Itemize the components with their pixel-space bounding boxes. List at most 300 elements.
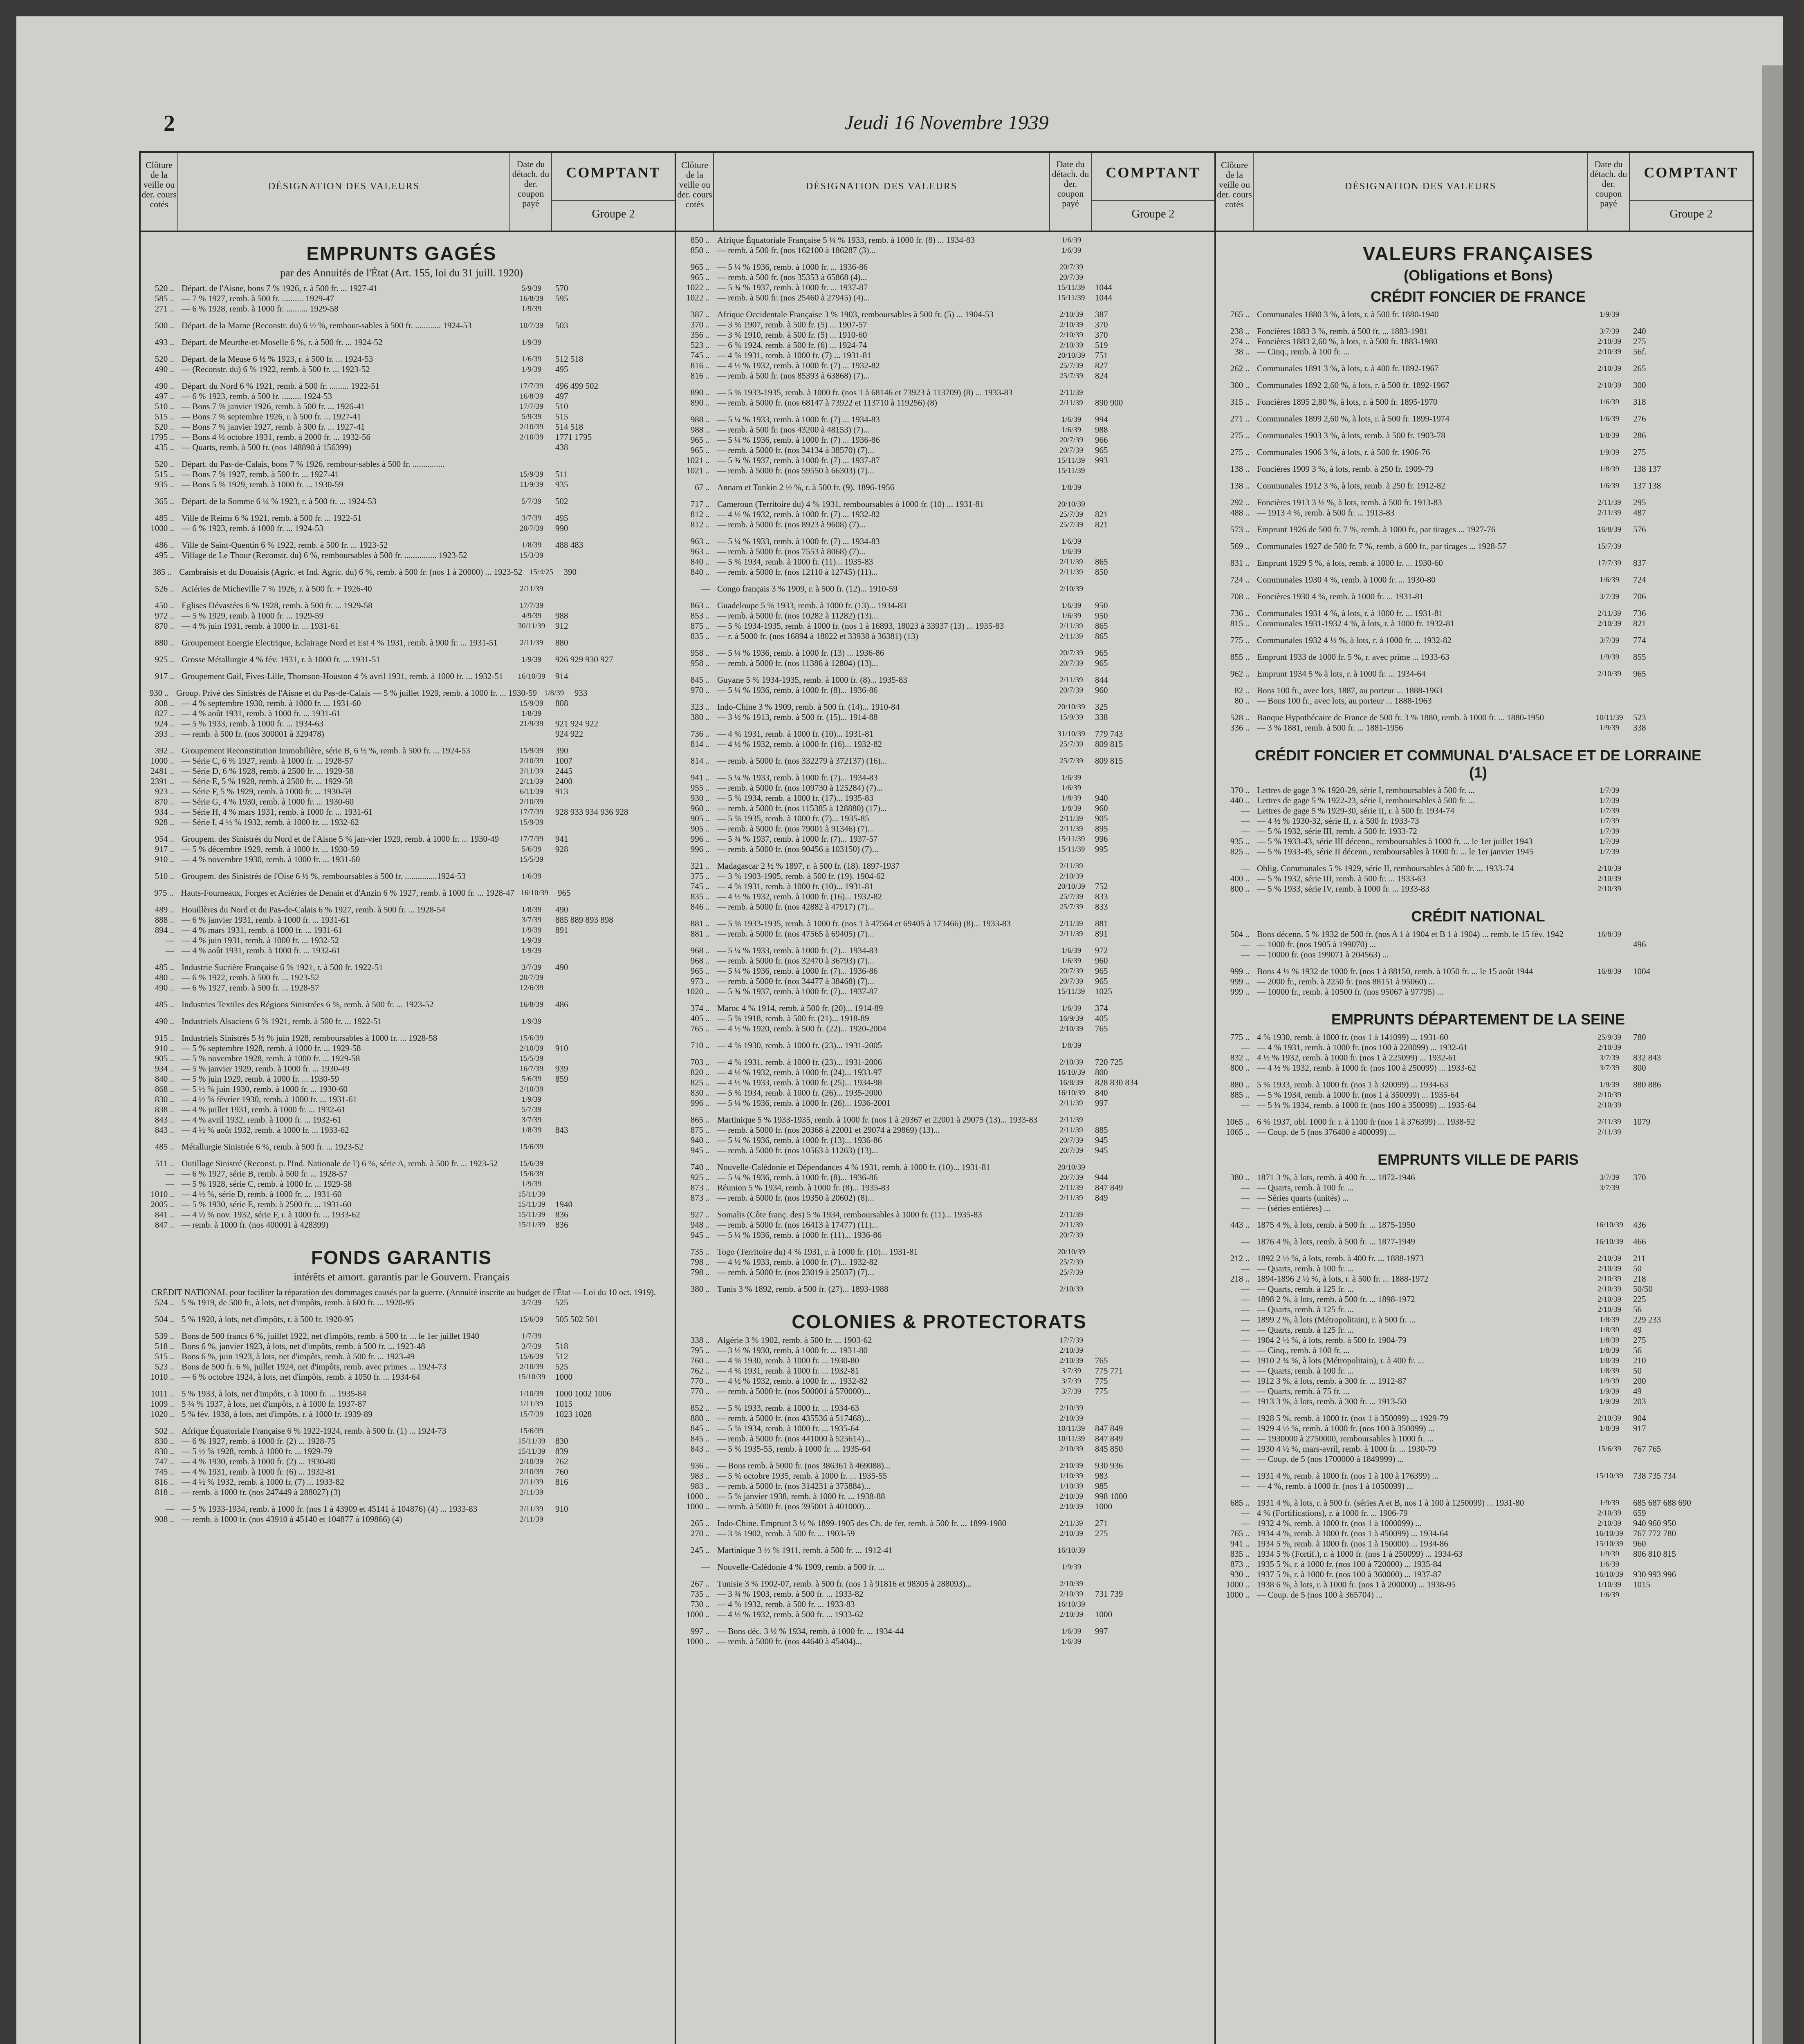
coupon-date: 3/7/39 xyxy=(1061,1377,1082,1385)
cloture-value: 504 .. xyxy=(155,1314,174,1324)
designation-text: 4 % 1930, remb. à 1000 fr. (nos 1 à 141099) ... 1931-60 xyxy=(1257,1032,1448,1042)
designation-text: Ville de Reims 6 % 1921, remb. à 500 fr. ... 1922-51 xyxy=(182,513,362,523)
designation-text: — 5 ¼ % 1936, remb. à 1000 fr. (26)... 1936-2001 xyxy=(717,1098,891,1108)
comptant-prices xyxy=(1092,1230,1214,1240)
table-row xyxy=(676,739,1214,749)
cloture-value: 489 .. xyxy=(155,905,174,914)
coupon-date: 16/8/39 xyxy=(1597,525,1622,534)
table-row xyxy=(676,1366,1214,1376)
designation-text: — Cinq., remb. à 100 fr. ... xyxy=(1257,1345,1350,1355)
designation-text: Hauts-Fourneaux, Forges et Aciéries de Denain et d'Anzin 6 % 1927, remb. à 1000 fr. ... 1928-47 xyxy=(181,888,515,898)
designation-text: — 5 % octobre 1935, remb. à 1000 fr. ... 1935-55 xyxy=(717,1471,887,1481)
coupon-date: 20/7/39 xyxy=(1059,436,1084,444)
coupon-date: 2/11/39 xyxy=(1059,1210,1083,1219)
table-row xyxy=(1216,380,1752,390)
designation-text: 1931 4 %, remb. à 1000 fr. (nos 1 à 100 à 176399) ... xyxy=(1257,1471,1438,1481)
cloture-value: 960 .. xyxy=(690,803,710,813)
cloture-value: 238 .. xyxy=(1230,326,1250,336)
column-header xyxy=(1216,153,1752,232)
comptant-prices: 767 772 780 xyxy=(1633,1529,1676,1538)
cloture-value: 1021 .. xyxy=(686,455,710,465)
comptant-prices xyxy=(1092,1335,1214,1345)
cloture-value: 745 .. xyxy=(690,881,710,891)
cloture-value: 820 .. xyxy=(690,1067,710,1077)
cloture-value: 735 .. xyxy=(690,1247,710,1257)
cloture-value: 1009 .. xyxy=(150,1399,174,1409)
designation-text: — 4 % 1931, remb. à 1000 fr. ... 1932-81 xyxy=(717,1366,859,1376)
coupon-date: 1/9/39 xyxy=(1061,1563,1082,1571)
table-row xyxy=(676,1345,1214,1356)
cloture-value: 569 .. xyxy=(1230,541,1250,551)
comptant-prices: 904 xyxy=(1633,1413,1646,1423)
designation-text: Départ. du Nord 6 % 1921, remb. à 500 fr. ......... 1922-51 xyxy=(182,381,380,391)
designation-text: 5 % 1933, remb. à 1000 fr. (nos 1 à 320099) ... 1934-63 xyxy=(1257,1080,1448,1089)
cloture-value: 835 .. xyxy=(1230,1549,1250,1559)
coupon-date: 15/11/39 xyxy=(518,1210,545,1219)
comptant-prices: 1079 xyxy=(1633,1117,1650,1127)
coupon-date: 15/11/39 xyxy=(1057,835,1085,843)
table-row xyxy=(676,1529,1214,1539)
table-row xyxy=(676,282,1214,293)
cloture-value: 927 .. xyxy=(690,1210,710,1219)
comptant-prices: 821 xyxy=(1633,619,1646,628)
coupon-date: 20/10/39 xyxy=(1057,703,1085,711)
coupon-date: 1/6/39 xyxy=(1061,957,1082,965)
table-row xyxy=(676,320,1214,330)
comptant-prices xyxy=(1092,1599,1214,1609)
designation-text: Départ. du Pas-de-Calais, bons 7 % 1926, rembour-sables à 500 fr. ............... xyxy=(182,459,445,469)
comptant-prices: 1025 xyxy=(1095,986,1112,996)
coupon-date: 31/10/39 xyxy=(1057,730,1085,738)
coupon-date: 25/7/39 xyxy=(1059,757,1084,765)
coupon-date: 1/9/39 xyxy=(1599,1080,1620,1089)
coupon-date: 1/6/39 xyxy=(1599,398,1620,406)
coupon-date: 10/11/39 xyxy=(1057,1424,1085,1433)
coupon-date: 20/7/39 xyxy=(519,973,544,982)
cloture-value: 846 .. xyxy=(690,902,710,912)
coupon-date: 2/11/39 xyxy=(1059,1099,1083,1107)
table-row xyxy=(676,902,1214,912)
comptant-prices: 972 xyxy=(1095,946,1108,955)
table-row xyxy=(1216,1423,1752,1434)
coupon-date: 1/8/39 xyxy=(1599,1356,1620,1365)
coupon-date: 1/6/39 xyxy=(1061,1637,1082,1646)
coupon-date xyxy=(511,442,552,453)
designation-text: — 4 % 1930, remb. à 1000 fr. ... 1930-80 xyxy=(717,1356,859,1365)
designation-text: — 5 ¼ % 1936, remb. à 1000 fr. (13) ... 1936-86 xyxy=(717,648,884,658)
table-row xyxy=(141,294,675,304)
table-row xyxy=(141,283,675,294)
coupon-date: 15/6/39 xyxy=(519,1034,544,1042)
designation-text: — 4 ½ % août 1932, remb. à 1000 fr. ... 1933-62 xyxy=(182,1125,349,1135)
coupon-date: 1/8/39 xyxy=(1599,431,1620,440)
table-row xyxy=(676,861,1214,871)
table-row xyxy=(676,1335,1214,1345)
designation-text: — Bons 4 ½ octobre 1931, remb. à 2000 fr. ... 1932-56 xyxy=(182,432,370,442)
comptant-prices xyxy=(552,1514,675,1524)
coupon-date: 1/8/39 xyxy=(521,709,542,718)
table-row xyxy=(1216,498,1752,508)
comptant-prices: 840 xyxy=(1095,1088,1108,1098)
cloture-value: 510 .. xyxy=(155,871,174,881)
table-row xyxy=(1216,1376,1752,1386)
table-row xyxy=(1216,1294,1752,1304)
designation-text: — remb. à 5000 fr. (nos 20368 à 22001 et 29074 à 29869) (13)... xyxy=(717,1125,940,1135)
designation-text: — 5 % 1933-1935, remb. à 1000 fr. (nos 1 à 47564 et 69405 à 173466) (8)... 1933-83 xyxy=(717,919,1011,928)
designation-text: 1876 4 %, à lots, remb. à 500 fr. ... 1877-1949 xyxy=(1257,1237,1415,1246)
coupon-date: 25/7/39 xyxy=(1059,361,1084,370)
table-row xyxy=(676,834,1214,844)
comptant-prices: 496 xyxy=(1633,939,1646,949)
comptant-prices: 828 830 834 xyxy=(1095,1078,1138,1087)
cloture-value: 405 .. xyxy=(690,1013,710,1023)
designation-text: — 4 ½ % février 1930, remb. à 1000 fr. ... 1931-61 xyxy=(182,1094,357,1104)
cloture-value: — xyxy=(1241,1444,1250,1454)
cloture-value: 765 .. xyxy=(1230,309,1250,319)
coupon-date: 25/7/39 xyxy=(1059,372,1084,380)
designation-text: 1892 2 ½ %, à lots, remb. à 400 fr. ... 1888-1973 xyxy=(1257,1253,1424,1263)
cloture-value: 970 .. xyxy=(690,685,710,695)
comptant-prices xyxy=(552,1487,675,1497)
cloture-value: — xyxy=(1241,1335,1250,1345)
designation-text: — 3 % 1902, remb. à 500 fr. ... 1903-59 xyxy=(717,1529,855,1538)
comptant-prices xyxy=(1630,1042,1752,1053)
designation-text: — remb. à 500 fr. (nos 43200 à 48153) (7)... xyxy=(717,425,870,435)
cloture-value: 1000 .. xyxy=(150,523,174,533)
table-row xyxy=(676,1403,1214,1413)
comptant-prices: 387 xyxy=(1095,309,1108,319)
table-row xyxy=(1216,1345,1752,1356)
designation-text: Aciéries de Micheville 7 % 1926, r. à 500 fr. + 1926-40 xyxy=(182,584,372,594)
designation-text: Eglises Dévastées 6 % 1928, remb. à 500 fr. ... 1929-58 xyxy=(182,601,372,610)
coupon-date: 16/10/39 xyxy=(1057,1068,1085,1077)
designation-text: — 5 % 1932, série III, remb. à 500 fr. 1933-72 xyxy=(1257,826,1417,836)
designation-text: — 4 % mars 1931, remb. à 1000 fr. ... 1931-61 xyxy=(182,925,343,935)
coupon-date: 1/6/39 xyxy=(1061,601,1082,610)
coupon-date: 16/8/39 xyxy=(1597,967,1622,976)
table-row xyxy=(676,1386,1214,1396)
cloture-value: 265 .. xyxy=(690,1518,710,1528)
designation-text: Bons de 500 fr. 6 %, juillet 1924, net d'impôts, remb. avec primes ... 1924-73 xyxy=(182,1362,447,1372)
coupon-date: 16/8/39 xyxy=(1597,930,1622,939)
table-row xyxy=(1216,635,1752,645)
table-row xyxy=(141,1074,675,1084)
comptant-prices: 56f. xyxy=(1633,347,1647,356)
designation-text: — Quarts, remb. à 100 fr. ... xyxy=(1257,1366,1354,1376)
comptant-prices xyxy=(552,817,675,827)
cloture-value: 873 .. xyxy=(1230,1559,1250,1569)
designation-text: — remb. à 5000 fr. (nos 7553 à 8068) (7)... xyxy=(717,547,866,556)
designation-text: 1910 2 ¾ %, à lots (Métropolitain), r. à 400 fr. ... xyxy=(1257,1356,1424,1365)
comptant-prices: 300 xyxy=(1633,380,1646,390)
table-row xyxy=(141,854,675,865)
coupon-date: 2/10/39 xyxy=(1059,331,1084,339)
cloture-value: 1020 .. xyxy=(686,986,710,996)
comptant-prices: 218 xyxy=(1633,1274,1646,1284)
cloture-value: 485 .. xyxy=(155,1000,174,1009)
table-row xyxy=(1216,1590,1752,1600)
cloture-value: 905 .. xyxy=(155,1053,174,1063)
comptant-prices: 933 xyxy=(574,688,588,698)
table-row xyxy=(676,272,1214,282)
cloture-value: 941 .. xyxy=(690,773,710,782)
cloture-value: 873 .. xyxy=(690,1193,710,1203)
designation-text: 1913 3 %, à lots, remb. à 300 fr. ... 1913-50 xyxy=(1257,1396,1407,1406)
cloture-value: — xyxy=(1241,1284,1250,1294)
designation-text: 6 % 1937, obl. 1000 fr. r. à 1100 fr (nos 1 à 376399) ... 1938-52 xyxy=(1257,1117,1475,1127)
coupon-date: 2/11/39 xyxy=(1059,1221,1083,1229)
coupon-date: 25/7/39 xyxy=(1059,520,1084,529)
designation-text: — remb. à 5000 fr. (nos 79001 à 91346) (7)... xyxy=(717,824,874,834)
table-row xyxy=(141,983,675,993)
designation-text: 1931 4 %, à lots, r. à 500 fr. (séries A et B, nos 1 à 100 à 1250099) ... 1931-80 xyxy=(1257,1498,1524,1508)
comptant-prices xyxy=(1630,950,1752,960)
designation-text: — 4 ½ %, série D, remb. à 1000 fr. ... 1931-60 xyxy=(182,1189,342,1199)
comptant-prices: 924 922 xyxy=(555,729,583,739)
table-row xyxy=(141,1331,675,1341)
table-row xyxy=(676,557,1214,567)
table-row xyxy=(141,1189,675,1199)
cloture-value: 245 .. xyxy=(690,1545,710,1555)
table-row xyxy=(141,1105,675,1115)
designation-text: — 5 ¾ % 1937, remb. à 1000 fr. (7)... 1937-57 xyxy=(717,834,878,844)
designation-text: — 5 % novembre 1928, remb. à 1000 fr. ... 1929-58 xyxy=(182,1053,360,1063)
table-row xyxy=(676,1267,1214,1278)
table-row xyxy=(676,1183,1214,1193)
cloture-value: — xyxy=(1241,1413,1250,1423)
coupon-date: 1/7/39 xyxy=(521,1332,542,1340)
cloture-value: 843 .. xyxy=(690,1444,710,1454)
table-row xyxy=(676,1599,1214,1609)
coupon-date: 17/7/39 xyxy=(1059,1336,1084,1345)
coupon-date: 2/10/39 xyxy=(1597,864,1622,873)
designation-text: — 5 % 1928, série C, remb. à 1000 fr. ... 1929-58 xyxy=(182,1179,352,1189)
cloture-value: 832 .. xyxy=(1230,1053,1250,1062)
coupon-date: 1/9/39 xyxy=(1599,310,1620,319)
coupon-date: 2/10/39 xyxy=(519,1363,544,1371)
cloture-value: 1010 .. xyxy=(150,1189,174,1199)
cloture-value: 875 .. xyxy=(690,621,710,631)
comptant-prices: 518 xyxy=(555,1341,568,1351)
coupon-date: 2/10/39 xyxy=(1059,1461,1084,1470)
designation-text: Communales 1891 3 %, à lots, r. à 400 fr. 1892-1967 xyxy=(1257,363,1439,373)
cloture-value: 490 .. xyxy=(155,381,174,391)
coupon-date: 16/8/39 xyxy=(519,392,544,401)
cloture-value: 999 .. xyxy=(1230,987,1250,997)
cloture-value: 300 .. xyxy=(1230,380,1250,390)
comptant-prices: 775 771 xyxy=(1095,1366,1123,1376)
table-row xyxy=(1216,686,1752,696)
table-row xyxy=(1216,592,1752,602)
comptant-prices: 774 xyxy=(1633,635,1646,645)
designation-text: — 1930000 à 2750000, remboursables à 1000 fr. ... xyxy=(1257,1434,1434,1443)
cloture-value: 880 .. xyxy=(155,638,174,648)
table-row xyxy=(1216,608,1752,619)
comptant-prices: 988 xyxy=(555,611,568,621)
comptant-prices xyxy=(1630,785,1752,796)
comptant-prices xyxy=(552,459,675,469)
coupon-date xyxy=(656,1287,660,1298)
section-heading: EMPRUNTS DÉPARTEMENT DE LA SEINE xyxy=(1331,1011,1625,1028)
table-row xyxy=(141,787,675,797)
table-row xyxy=(1216,939,1752,950)
coupon-date: 2/10/39 xyxy=(1597,337,1622,346)
table-row xyxy=(1216,1325,1752,1335)
cloture-value: 38 .. xyxy=(1234,347,1250,356)
designation-text: — Quarts, remb. à 100 fr. ... xyxy=(1257,1183,1354,1192)
designation-text: — 3 % 1910, remb. à 500 fr. (5) ... 1910-60 xyxy=(717,330,867,340)
table-row xyxy=(141,496,675,507)
coupon-date: 15/11/39 xyxy=(518,1437,545,1446)
cloture-value: 736 .. xyxy=(1230,608,1250,618)
coupon-date: 1/8/39 xyxy=(521,541,542,549)
comptant-prices: 767 765 xyxy=(1633,1444,1661,1454)
cloture-value: 490 .. xyxy=(155,1016,174,1026)
designation-text: — 5 ¼ % 1933, remb. à 1000 fr. (7)... 1934-83 xyxy=(717,946,878,955)
designation-text: Industries Textiles des Régions Sinistrées 6 %, remb. à 500 fr. ... 1923-52 xyxy=(182,1000,434,1009)
cloture-value: — xyxy=(1241,1386,1250,1396)
designation-text: Foncières 1909 3 %, à lots, remb. à 250 fr. 1909-79 xyxy=(1257,464,1434,474)
designation-text: Communales 1931 4 %, à lots, r. à 1000 fr. ... 1931-81 xyxy=(1257,608,1443,618)
coupon-date: 12/6/39 xyxy=(519,984,544,992)
header-cloture: Clôture de la veille ou der. cours cotés xyxy=(1216,153,1254,231)
coupon-date: 3/7/39 xyxy=(521,916,542,924)
cloture-value: 267 .. xyxy=(690,1579,710,1589)
cloture-value: 1000 .. xyxy=(150,756,174,766)
table-row xyxy=(1216,1508,1752,1518)
designation-text: — remb. à 5000 fr. (nos 68147 à 73922 et 113710 à 119256) (8) xyxy=(717,398,937,408)
designation-text: — 5 ¼ % 1933, remb. à 1000 fr. (7)... 1934-83 xyxy=(717,773,878,782)
table-row xyxy=(676,824,1214,834)
designation-text: — 5 % juin 1929, remb. à 1000 fr. ... 1930-59 xyxy=(182,1074,339,1084)
designation-text: — 5 % 1934, remb. à 1000 fr. (11)... 1935-83 xyxy=(717,557,873,567)
table-row xyxy=(676,1545,1214,1555)
comptant-prices: 998 1000 xyxy=(1095,1491,1127,1501)
designation-text: Group. Privé des Sinistrés de l'Aisne et du Pas-de-Calais — 5 % juillet 1929, remb. à 1000 fr. ... 1930-59 xyxy=(176,688,537,698)
table-row xyxy=(141,1287,675,1298)
comptant-prices: 913 xyxy=(555,787,568,796)
comptant-prices xyxy=(552,1094,675,1105)
comptant-prices xyxy=(1630,696,1752,706)
coupon-date: 15/11/39 xyxy=(518,1190,545,1199)
designation-text: Tunisie 3 % 1902-07, remb. à 500 fr. (nos 1 à 91816 et 98305 à 288093)... xyxy=(717,1579,972,1589)
comptant-prices xyxy=(1630,863,1752,874)
table-row xyxy=(1216,1220,1752,1230)
comptant-prices: 808 xyxy=(555,698,568,708)
securities-list xyxy=(676,235,1214,1294)
comptant-prices xyxy=(1630,796,1752,806)
cloture-value: 890 .. xyxy=(690,388,710,397)
table-row xyxy=(141,364,675,374)
comptant-prices: 944 xyxy=(1095,1172,1108,1182)
comptant-prices xyxy=(552,1169,675,1179)
coupon-date: 1/6/39 xyxy=(1599,1560,1620,1569)
comptant-prices xyxy=(1630,806,1752,816)
designation-text: — Série D, 6 % 1928, remb. à 2500 fr. ... 1929-58 xyxy=(182,766,354,776)
table-row xyxy=(141,1314,675,1325)
designation-text: — 4 % juillet 1931, remb. à 1000 fr. ... 1932-61 xyxy=(182,1105,346,1114)
table-row xyxy=(141,1514,675,1524)
table-row xyxy=(141,1043,675,1053)
coupon-date: 15/10/39 xyxy=(1595,1472,1623,1480)
designation-text: — 5 ½ % 1928, remb. à 1000 fr. ... 1929-79 xyxy=(182,1446,332,1456)
comptant-prices xyxy=(1630,874,1752,884)
comptant-prices: 1004 xyxy=(1633,966,1650,976)
designation-text: Communales 1930 4 %, remb. à 1000 fr. ... 1930-80 xyxy=(1257,575,1436,585)
table-row xyxy=(1216,397,1752,407)
comptant-prices xyxy=(1630,1183,1752,1193)
designation-text: — remb. à 5000 fr. (nos 395001 à 401000)... xyxy=(717,1502,871,1511)
coupon-date: 16/10/39 xyxy=(1057,1546,1085,1555)
cloture-value: 745 .. xyxy=(155,1467,174,1477)
coupon-date: 1/6/39 xyxy=(1061,773,1082,782)
cloture-value: 770 .. xyxy=(690,1386,710,1396)
cloture-value: 941 .. xyxy=(1230,1539,1250,1549)
designation-text: — 5 % décembre 1929, remb. à 1000 fr. ... 1930-59 xyxy=(182,844,359,854)
table-row xyxy=(141,401,675,412)
comptant-prices: 510 xyxy=(555,401,568,411)
comptant-prices: 865 xyxy=(1095,631,1108,641)
designation-text: — 4 ½ % 1932, remb. à 1000 fr. (24)... 1933-97 xyxy=(717,1067,882,1077)
coupon-date: 3/7/39 xyxy=(521,963,542,972)
cloture-value: 400 .. xyxy=(1230,874,1250,883)
designation-text: — Quarts, remb. à 100 fr. ... xyxy=(1257,1264,1354,1273)
comptant-prices: 935 xyxy=(555,480,568,489)
table-row xyxy=(1216,1386,1752,1396)
cloture-value: — xyxy=(1241,1356,1250,1365)
securities-list xyxy=(1216,309,1752,733)
cloture-value: 855 .. xyxy=(1230,652,1250,662)
coupon-date xyxy=(1589,1434,1630,1444)
table-row xyxy=(141,1210,675,1220)
comptant-prices xyxy=(1092,861,1214,871)
designation-text: Tunis 3 % 1892, remb. à 500 fr. (27)... 1893-1988 xyxy=(717,1284,889,1294)
coupon-date: 2/10/39 xyxy=(1597,1414,1622,1423)
designation-text: Martinique 3 ½ % 1911, remb. à 500 fr. ... 1912-41 xyxy=(717,1545,893,1555)
comptant-prices xyxy=(1092,1267,1214,1278)
coupon-date: 20/7/39 xyxy=(1059,649,1084,657)
table-row xyxy=(1216,1253,1752,1264)
coupon-date: 2/10/39 xyxy=(1059,1285,1084,1293)
designation-text: — Bons 5 % 1929, remb. à 1000 fr. ... 1930-59 xyxy=(182,480,343,489)
table-row xyxy=(676,536,1214,547)
table-row xyxy=(676,1376,1214,1386)
designation-text: Bons 4 ½ % 1932 de 1000 fr. (nos 1 à 88150, remb. à 1050 fr. ... le 15 août 1944 xyxy=(1257,966,1533,976)
designation-text: — 5 ¼ % 1933, remb. à 1000 fr. (7) ... 1934-83 xyxy=(717,415,880,424)
coupon-date: 25/7/39 xyxy=(1059,1268,1084,1277)
cloture-value: 880 .. xyxy=(1230,1080,1250,1089)
designation-text: — Coup. de 5 (nos 1700000 à 1849999) ... xyxy=(1257,1454,1404,1464)
coupon-date: 1/8/39 xyxy=(1599,1336,1620,1345)
cloture-value: 1000 .. xyxy=(1226,1580,1250,1589)
coupon-date: 1/7/39 xyxy=(1599,847,1620,856)
cloture-value: 745 .. xyxy=(690,350,710,360)
table-row xyxy=(676,756,1214,766)
table-row xyxy=(141,925,675,935)
table-row xyxy=(1216,987,1752,997)
coupon-date: 1/6/39 xyxy=(1061,426,1082,434)
cloture-value: 841 .. xyxy=(155,1210,174,1219)
designation-text: Groupem. des Sinistrés de l'Oise 6 ½ %, remboursables à 500 fr. ...............1924-53 xyxy=(182,871,466,881)
designation-text: — remb. à 500 fr. (nos 300001 à 329478) xyxy=(182,729,324,739)
table-row xyxy=(676,1461,1214,1471)
coupon-date: 15/9/39 xyxy=(519,699,544,708)
comptant-prices: 525 xyxy=(555,1362,568,1372)
comptant-prices xyxy=(1092,1040,1214,1051)
designation-text: — 5 % 1933-43, série III décenn., remboursables à 1000 fr. ... le 1er juillet 1943 xyxy=(1257,836,1533,846)
coupon-date: 2/11/39 xyxy=(520,1488,543,1497)
cloture-value: 1000 .. xyxy=(686,1609,710,1619)
